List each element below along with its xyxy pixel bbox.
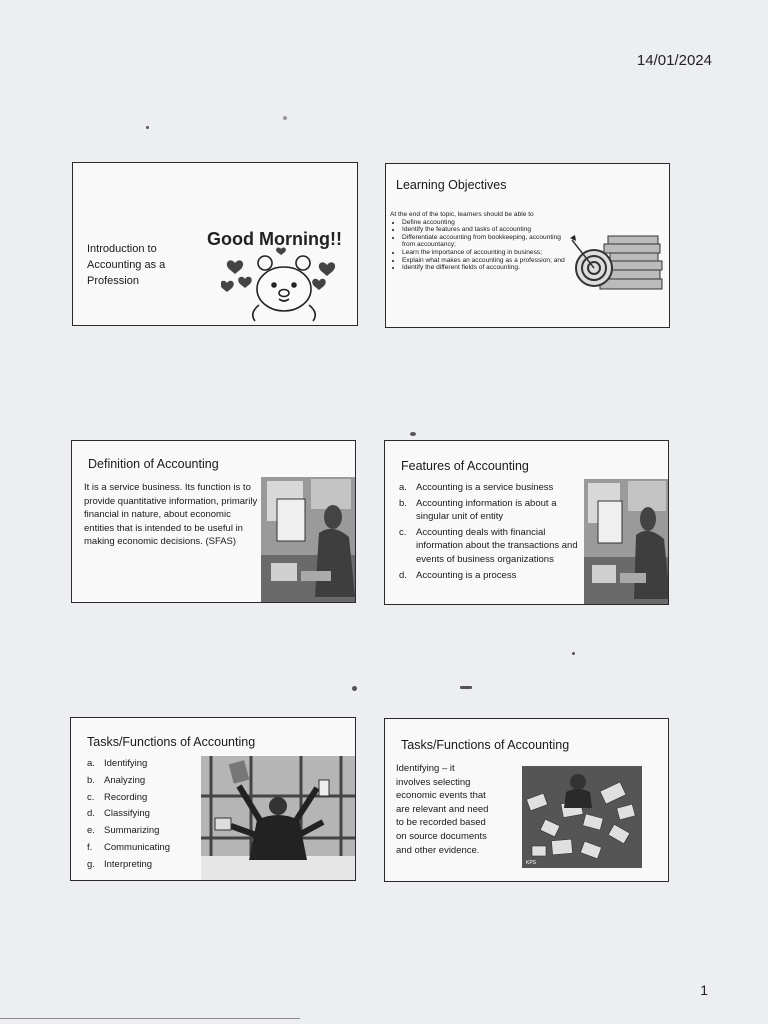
list-item: a. Identifying [87,758,148,769]
list-item: b. Analyzing [87,774,146,786]
list-item: • Differentiate accounting from bookkeeping, accounting from accountancy; [402,234,568,249]
multitasking-businessman-photo [201,756,355,880]
scan-speck [146,126,149,129]
slide-title: Learning Objectives [396,178,507,192]
slide-definition [71,440,356,603]
slide-tasks-identifying [384,718,669,882]
scan-speck [410,432,416,436]
bear-icon [221,247,341,323]
list-item: g. Interpreting [87,858,153,870]
scan-edge-line [0,1018,300,1019]
slide-learning-objectives [385,163,670,328]
list-item: d. Accounting is a process [399,569,517,581]
slide-title: Tasks/Functions of Accounting [87,735,256,749]
slide-title: Definition of Accounting [88,457,219,471]
list-item: • Identify the different fields of accounting. [402,264,568,272]
objectives-intro: At the end of the topic, learners should be able to [390,211,534,218]
list-item: • Explain what makes an accounting as a profession; and [402,257,568,265]
list-item: • Learn the importance of accounting in business; [402,249,568,257]
slide-title: Features of Accounting [401,459,529,473]
target-books-icon [566,226,666,296]
slide-features [384,440,669,605]
list-item: d. Classifying [87,808,150,820]
list-item: b. Accounting information is about a singular unit of entity [399,497,557,523]
list-item: • Identify the features and tasks of accounting [402,226,568,234]
identifying-text: Identifying – it involves selecting economic events that are relevant and need to be recorded based on source documents and other evidence. [396,763,489,856]
scan-speck [352,686,357,691]
slide-intro-title: Introduction to Accounting as a Profession [87,243,166,287]
list-item: e. Summarizing [87,825,160,837]
good-morning-text: Good Morning!! [207,229,342,249]
features-list [399,481,589,582]
definition-text: It is a service business. Its function is to provide quantitative information, primarily financial in nature, about economic entities that is intended to be useful in making economic decisions. (SFAS) [84,482,258,548]
list-item: • Define accounting [402,219,568,227]
page-date: 14/01/2024 [636,52,712,69]
documents-photo [522,766,642,868]
tasks-list [87,756,197,874]
svg-text:KPS: KPS [526,860,537,866]
slide-title: Tasks/Functions of Accounting [401,738,570,752]
slide-tasks-list [70,717,356,881]
scan-speck [283,116,287,120]
objectives-list [390,211,568,272]
list-item: c. Recording [87,791,148,803]
list-item: a. Accounting is a service business [399,482,554,493]
office-photo [584,479,669,605]
list-item: c. Accounting deals with financial information about the transactions and events of business organizations [399,526,578,565]
scan-speck [572,652,575,655]
scan-speck [460,686,472,689]
office-photo [261,477,356,603]
page-number: 1 [700,982,708,998]
slide-intro [72,162,358,326]
list-item: f. Communicating [87,841,170,853]
